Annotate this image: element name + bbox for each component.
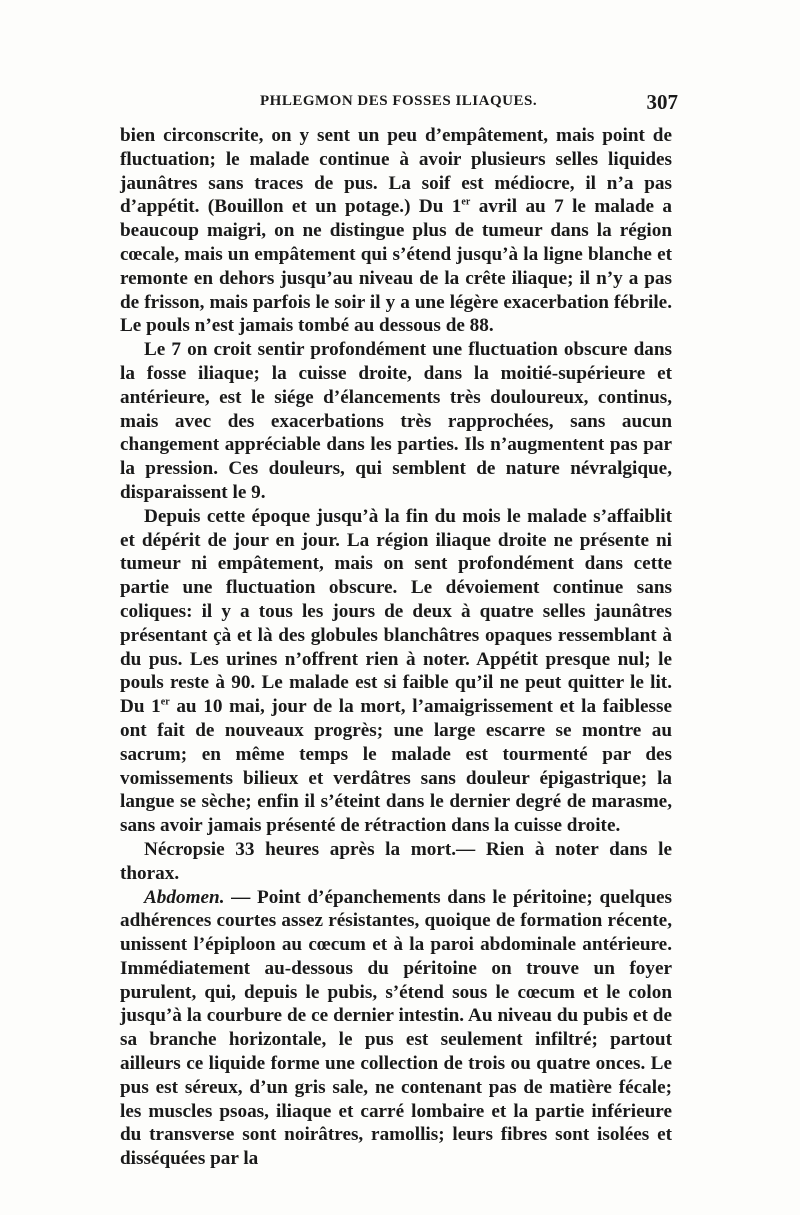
paragraph	[120, 505, 672, 838]
text-run: — Point d’épanchements dans le péritoine; quelques adhérences courtes assez résistantes, quoique de formation récente, unissent l’épiploon au cœcum et à la paroi abdominale antérieure. Immédiatement au-dessous du péritoine on trouve un foyer purulent, qui, depuis le pubis, s’étend sous le cœcum et le colon jusqu’à la courbure de ce dernier intestin. Au niveau du pubis et de sa branche horizontale, le pus est seulement infiltré; partout ailleurs ce liquide forme une collection de trois ou quatre onces. Le pus est séreux, d’un gris sale, ne contenant pas de matière fécale; les muscles psoas, iliaque et carré lombaire et la partie inférieure du transverse sont noirâtres, ramollis; leurs fibres sont isolées et disséquées par la	[120, 886, 672, 1170]
body-text	[120, 124, 672, 1171]
paragraph	[120, 886, 672, 1172]
page-number: 307	[646, 90, 678, 114]
text-run: au 10 mai, jour de la mort, l’amaigrissement et la faiblesse ont fait de nouveaux progrès; une large escarre se montre au sacrum; en même temps le malade est tourmenté par des vomissements bilieux et verdâtres sans douleur épigastrique; la langue se sèche; enfin il s’éteint dans le dernier degré de marasme, sans avoir jamais présenté de rétraction dans la cuisse droite.	[120, 696, 672, 837]
paragraph	[120, 124, 672, 338]
section-heading: Abdomen.	[144, 886, 225, 908]
page-header	[120, 90, 680, 119]
paragraph	[120, 338, 672, 505]
text-run: bien circonscrite, on y sent un peu d’empâtement, mais point de fluctuation; le malade continue à avoir plusieurs selles liquides jaunâtres sans traces de pus. La soif est médiocre, il n’a pas d’appétit. (Bouillon et un potage.) Du 1	[120, 125, 672, 218]
text-run: avril au 7 le malade a beaucoup maigri, on ne distingue plus de tumeur dans la région cœcale, mais un empâtement qui s’étend jusqu’à la ligne blanche et remonte en dehors jusqu’au niveau de la crête iliaque; il n’y a pas de frisson, mais parfois le soir il y a une légère exacerbation fébrile. Le pouls n’est jamais tombé au dessous de 88.	[120, 196, 673, 337]
superscript: er	[461, 197, 471, 208]
text-run: Depuis cette époque jusqu’à la fin du mois le malade s’affaiblit et dépérit de jour en jour. La région iliaque droite ne présente ni tumeur ni empâtement, mais on sent profondément dans cette partie une fluctuation obscure. Le dévoiement continue sans coliques: il y a tous les jours de deux à quatre selles jaunâtres présentant çà et là des globules blanchâtres opaques ressemblant à du pus. Les urines n’offrent rien à noter. Appétit presque nul; le pouls reste à 90. Le malade est si faible qu’il ne peut quitter le lit. Du 1	[120, 505, 672, 718]
text-run: Le 7 on croit sentir profondément une fluctuation obscure dans la fosse iliaque; la cuisse droite, dans la moitié-supérieure et antérieure, est le siége d’élancements très douloureux, continus, mais avec des exacerbations très rapprochées, sans aucun changement appréciable dans les parties. Ils n’augmentent pas par la pression. Ces douleurs, qui semblent de nature névralgique, disparaissent le 9.	[120, 339, 672, 503]
paragraph	[120, 838, 672, 886]
superscript: er	[160, 696, 170, 708]
text-run: Nécropsie 33 heures après la mort.— Rien à noter dans le thorax.	[120, 838, 672, 884]
running-title: PHLEGMON DES FOSSES ILIAQUES.	[260, 93, 538, 109]
